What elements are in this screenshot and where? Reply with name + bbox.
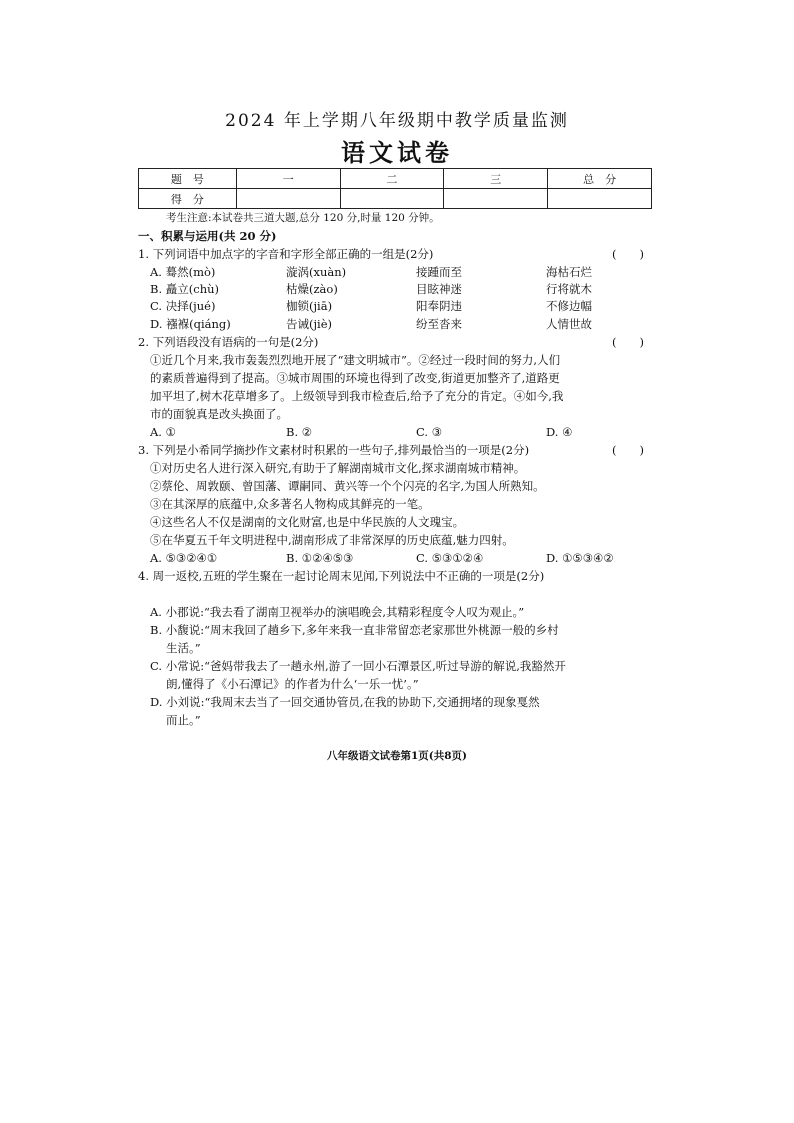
q4-option-d-cont: 而止。”: [166, 713, 201, 727]
q3-sentence: ①对历史名人进行深入研究,有助于了解湖南城市文化,探求湖南城市精神。: [150, 461, 526, 475]
q1-option-d-1: D. 襁褓(qiáng): [150, 317, 231, 331]
q4-option-b-cont: 生活。”: [166, 641, 201, 655]
question-4-stem: 4. 周一返校,五班的学生聚在一起讨论周末见闻,下列说法中不正确的一项是(2分): [138, 569, 545, 583]
score-cell: 三: [444, 169, 548, 189]
q1-option-a-2: 漩涡(xuàn): [286, 265, 347, 279]
q1-option-c-1: C. 决择(jué): [150, 299, 216, 313]
q1-option-a-1: A. 蓦然(mò): [150, 265, 216, 279]
q1-option-d-3: 纷至沓来: [416, 317, 462, 331]
q4-option-a: A. 小郡说:“我去看了湖南卫视举办的演唱晚会,其精彩程度令人叹为观止。”: [150, 605, 525, 619]
answer-bracket[interactable]: ( ): [612, 335, 644, 349]
q1-option-c-3: 阳奉阴违: [416, 299, 462, 313]
q1-option-b-2: 枯燥(zào): [286, 282, 338, 296]
score-table-score-row: [139, 189, 652, 209]
score-cell: 二: [340, 169, 444, 189]
q2-passage-line: ①近几个月来,我市轰轰烈烈地开展了“建文明城市”。②经过一段时间的努力,人们: [150, 353, 561, 367]
q3-sentence: ②蔡伦、周敦颐、曾国藩、谭嗣同、黄兴等一个个闪亮的名字,为国人所熟知。: [150, 479, 545, 493]
q2-option-c: C. ③: [416, 425, 443, 439]
q2-option-a: A. ①: [150, 425, 176, 439]
score-cell: 总 分: [548, 169, 652, 189]
q1-option-a-3: 接踵而至: [416, 265, 462, 279]
score-input-cell[interactable]: [236, 189, 340, 209]
q2-passage-line: 的素质普遍得到了提高。③城市周围的环境也得到了改变,街道更加整齐了,道路更: [150, 371, 560, 385]
q2-option-d: D. ④: [546, 425, 573, 439]
score-cell: 一: [236, 169, 340, 189]
exam-title: 2024 年上学期八年级期中教学质量监测: [225, 111, 569, 131]
q3-option-a: A. ⑤③②④①: [150, 551, 218, 565]
q1-option-c-4: 不修边幅: [546, 299, 592, 313]
question-2-stem: 2. 下列语段没有语病的一句是(2分): [138, 335, 319, 349]
q2-option-b: B. ②: [286, 425, 313, 439]
q3-sentence: ③在其深厚的底蕴中,众多著名人物构成其鲜亮的一笔。: [150, 497, 430, 511]
q4-option-b: B. 小馥说:“周末我回了趟乡下,多年来我一直非常留恋老家那世外桃源一般的乡村: [150, 623, 559, 637]
q1-option-d-2: 告诫(jiè): [286, 317, 333, 331]
q3-sentence: ④这些名人不仅是湖南的文化财富,也是中华民族的人文瑰宝。: [150, 515, 465, 529]
q4-option-d: D. 小刘说:“我周末去当了一回交通协管员,在我的协助下,交通拥堵的现象戛然: [150, 695, 540, 709]
page-footer: 八年级语文试卷第1页(共8页): [326, 750, 468, 762]
q1-option-b-3: 目眩神迷: [416, 282, 462, 296]
score-table: [138, 168, 652, 209]
exam-notice: 考生注意:本试卷共三道大题,总分 120 分,时量 120 分钟。: [166, 212, 440, 224]
q3-option-d: D. ①⑤③④②: [546, 551, 614, 565]
score-input-cell[interactable]: [340, 189, 444, 209]
q1-option-c-2: 枷锁(jiā): [286, 299, 333, 313]
question-1-stem: 1. 下列词语中加点字的字音和字形全部正确的一组是(2分): [138, 247, 434, 261]
q1-option-d-4: 人情世故: [546, 317, 592, 331]
q2-passage-line: 加平坦了,树木花草增多了。上级领导到我市检查后,给予了充分的肯定。④如今,我: [150, 389, 564, 403]
q4-option-c: C. 小常说:“爸妈带我去了一趟永州,游了一回小石潭景区,听过导游的解说,我豁然开: [150, 659, 566, 673]
score-cell: 题 号: [139, 169, 237, 189]
score-table-header-row: [139, 169, 652, 189]
exam-subject-title: 语文试卷: [341, 138, 453, 167]
q3-option-b: B. ①②④⑤③: [286, 551, 354, 565]
score-input-cell[interactable]: [444, 189, 548, 209]
score-input-cell[interactable]: [548, 189, 652, 209]
section-1-title: 一、积累与运用(共 20 分): [138, 229, 277, 243]
q3-sentence: ⑤在华夏五千年文明进程中,湖南形成了非常深厚的历史底蕴,魅力四射。: [150, 533, 514, 547]
q1-option-b-1: B. 矗立(chù): [150, 282, 219, 296]
question-3-stem: 3. 下列是小希同学摘抄作文素材时积累的一些句子,排列最恰当的一项是(2分): [138, 443, 530, 457]
q1-option-a-4: 海枯石烂: [546, 265, 592, 279]
q2-passage-line: 市的面貌真是改头换面了。: [150, 407, 288, 421]
score-cell: 得 分: [139, 189, 237, 209]
answer-bracket[interactable]: ( ): [612, 247, 644, 261]
q1-option-b-4: 行将就木: [546, 282, 592, 296]
q3-option-c: C. ⑤③①②④: [416, 551, 484, 565]
q4-option-c-cont: 朗,懂得了《小石潭记》的作者为什么‘一乐一忧’。”: [166, 677, 419, 691]
answer-bracket[interactable]: ( ): [612, 443, 644, 457]
